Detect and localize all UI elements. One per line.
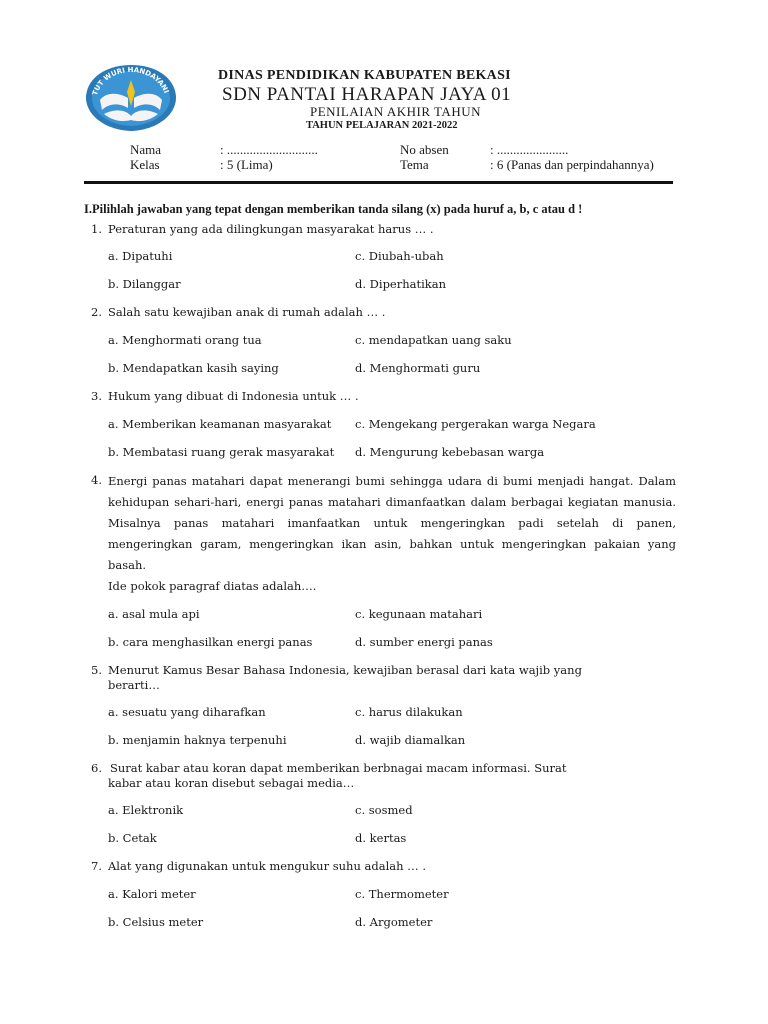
question-paragraph: Energi panas matahari dapat menerangi bumi sehingga udara di bumi menjadi hangat. Dalam kehidupan sehari-hari, energi panas matahari dimanfaatkan dalam berbagai kegiatan manusia. Misalnya panas matahari imanfaatkan untuk mengeringkan padi setelah di panen, mengeringkan garam, mengeringkan ikan asin, bahkan untuk mengeringkan pakaian yang basah. [108, 474, 676, 572]
logo-text: TUT WURI HANDAYANI [90, 65, 171, 97]
question-number: 1. [91, 222, 102, 236]
option-c[interactable]: c. kegunaan matahari [355, 607, 483, 621]
absen-label: No absen [400, 142, 449, 157]
tema-label: Tema [400, 157, 429, 172]
option-a[interactable]: a. Menghormati orang tua [108, 333, 262, 347]
question-number: 5. [91, 663, 102, 677]
question-prompt: Ide pokok paragraf diatas adalah…. [108, 579, 317, 593]
question-number: 6. [91, 761, 102, 775]
question-text: Menurut Kamus Besar Bahasa Indonesia, kewajiban berasal dari kata wajib yang [108, 663, 582, 677]
option-b[interactable]: b. Mendapatkan kasih saying [108, 361, 279, 375]
absen-field[interactable]: : ...................... [490, 142, 569, 157]
option-c[interactable]: c. Thermometer [355, 887, 449, 901]
option-d[interactable]: d. kertas [355, 831, 407, 845]
option-c[interactable]: c. harus dilakukan [355, 705, 463, 719]
option-b[interactable]: b. Celsius meter [108, 915, 204, 929]
option-d[interactable]: d. Menghormati guru [355, 361, 481, 375]
option-b[interactable]: b. Dilanggar [108, 277, 181, 291]
school-name: SDN PANTAI HARAPAN JAYA 01 [222, 84, 512, 105]
option-c[interactable]: c. Mengekang pergerakan warga Negara [355, 417, 596, 431]
question-text: Salah satu kewajiban anak di rumah adalah … . [108, 305, 386, 319]
option-b[interactable]: b. menjamin haknya terpenuhi [108, 733, 287, 747]
question-number: 7. [91, 859, 102, 873]
question-number: 4. [91, 473, 102, 487]
option-c[interactable]: c. sosmed [355, 803, 413, 817]
question-number: 2. [91, 305, 102, 319]
tema-value: : 6 (Panas dan perpindahannya) [490, 157, 654, 172]
question-number: 3. [91, 389, 102, 403]
option-d[interactable]: d. wajib diamalkan [355, 733, 466, 747]
option-c[interactable]: c. mendapatkan uang saku [355, 333, 512, 347]
office-heading: DINAS PENDIDIKAN KABUPATEN BEKASI [218, 68, 511, 83]
question-text-cont: kabar atau koran disebut sebagai media… [108, 776, 355, 790]
option-d[interactable]: d. Argometer [355, 915, 433, 929]
option-d[interactable]: d. Mengurung kebebasan warga [355, 445, 545, 459]
question-text: Peraturan yang ada dilingkungan masyarakat harus … . [108, 222, 434, 236]
option-a[interactable]: a. sesuatu yang diharafkan [108, 705, 266, 719]
option-d[interactable]: d. sumber energi panas [355, 635, 493, 649]
nama-field[interactable]: : ............................ [220, 142, 318, 157]
option-b[interactable]: b. Membatasi ruang gerak masyarakat [108, 445, 335, 459]
option-a[interactable]: a. asal mula api [108, 607, 200, 621]
option-a[interactable]: a. Dipatuhi [108, 249, 173, 263]
instruction: I.Pilihlah jawaban yang tepat dengan memberikan tanda silang (x) pada huruf a, b, c atau d ! [84, 202, 583, 216]
question-text: Alat yang digunakan untuk mengukur suhu adalah … . [108, 859, 426, 873]
kelas-value: : 5 (Lima) [220, 157, 273, 172]
question-text: Surat kabar atau koran dapat memberikan berbnagai macam informasi. Surat [110, 761, 567, 775]
header-divider [84, 181, 673, 184]
school-logo [82, 62, 180, 134]
kelas-label: Kelas [130, 157, 160, 172]
option-a[interactable]: a. Kalori meter [108, 887, 196, 901]
option-c[interactable]: c. Diubah-ubah [355, 249, 444, 263]
option-a[interactable]: a. Elektronik [108, 803, 184, 817]
nama-label: Nama [130, 142, 162, 157]
option-a[interactable]: a. Memberikan keamanan masyarakat [108, 417, 332, 431]
option-d[interactable]: d. Diperhatikan [355, 277, 447, 291]
exam-title: PENILAIAN AKHIR TAHUN [310, 104, 481, 119]
question-text: Hukum yang dibuat di Indonesia untuk … . [108, 389, 359, 403]
school-year: TAHUN PELAJARAN 2021-2022 [306, 120, 458, 131]
option-b[interactable]: b. cara menghasilkan energi panas [108, 635, 313, 649]
option-b[interactable]: b. Cetak [108, 831, 157, 845]
question-text-cont: berarti… [108, 678, 160, 692]
